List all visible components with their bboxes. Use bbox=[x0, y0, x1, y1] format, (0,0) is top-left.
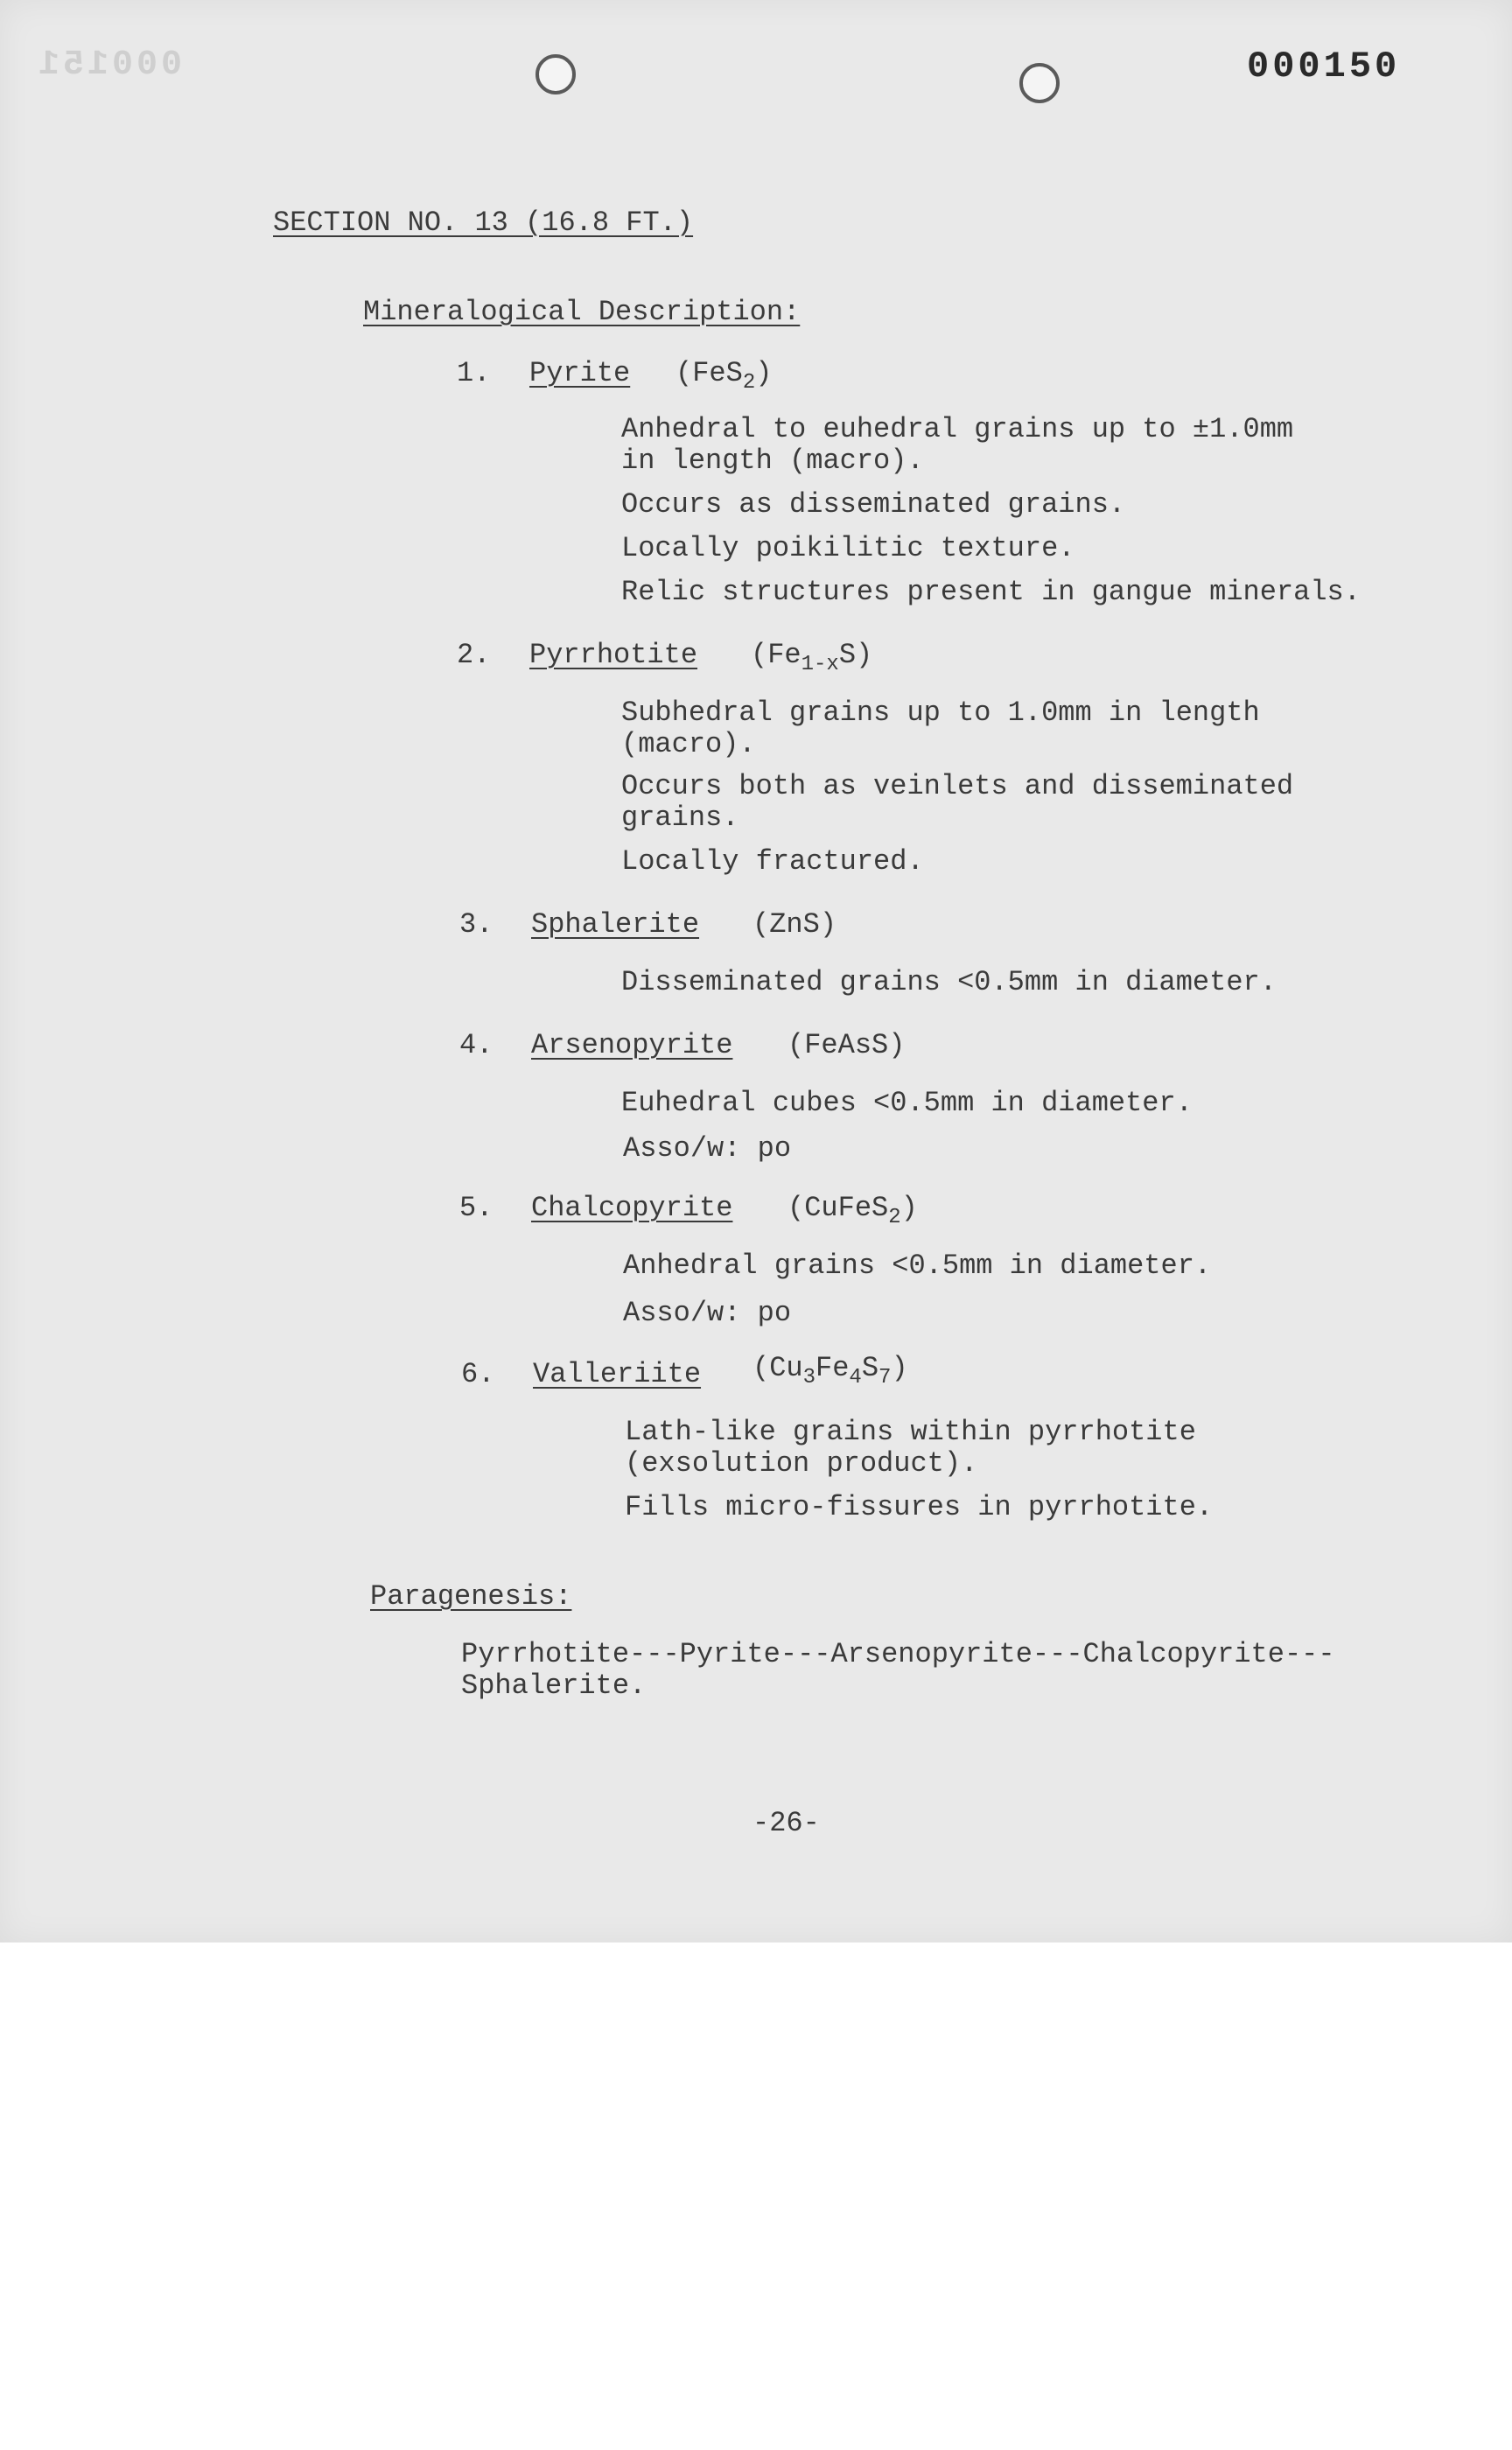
description-line: grains. bbox=[621, 802, 739, 834]
description-line: Occurs both as veinlets and disseminated bbox=[621, 770, 1294, 802]
paragenesis-line: Pyrrhotite---Pyrite---Arsenopyrite---Chalcopyrite--- bbox=[461, 1638, 1335, 1670]
punch-hole-icon bbox=[536, 54, 576, 94]
description-line: Lath-like grains within pyrrhotite bbox=[625, 1416, 1196, 1448]
description-line: Asso/w: po bbox=[623, 1132, 792, 1165]
document-stamp-number: 000150 bbox=[1247, 46, 1401, 88]
description-line: (exsolution product). bbox=[625, 1447, 978, 1480]
punch-hole-icon bbox=[1019, 63, 1060, 103]
description-line: Anhedral grains <0.5mm in diameter. bbox=[623, 1250, 1212, 1282]
mineral-number: 5. bbox=[459, 1192, 494, 1224]
mineral-number: 1. bbox=[457, 357, 491, 389]
description-line: Locally poikilitic texture. bbox=[621, 532, 1075, 564]
description-line: Subhedral grains up to 1.0mm in length bbox=[621, 696, 1260, 729]
page-number: -26- bbox=[752, 1807, 820, 1839]
mineral-number: 2. bbox=[457, 639, 491, 671]
mineral-formula: $(Fe_{1-x}S)$ bbox=[751, 639, 873, 676]
description-line: Asso/w: po bbox=[623, 1297, 792, 1329]
description-line: Locally fractured. bbox=[621, 845, 924, 878]
description-line: (macro). bbox=[621, 728, 756, 760]
mineral-name: Sphalerite bbox=[531, 908, 700, 941]
mineral-number: 3. bbox=[459, 908, 494, 941]
mineralogical-heading: Mineralogical Description: bbox=[363, 296, 801, 328]
mineral-number: 4. bbox=[459, 1029, 494, 1061]
paragenesis-line: Sphalerite. bbox=[461, 1670, 647, 1702]
paragenesis-heading: Paragenesis: bbox=[370, 1580, 572, 1613]
description-line: Euhedral cubes <0.5mm in diameter. bbox=[621, 1087, 1193, 1119]
mineral-name: Pyrite bbox=[529, 357, 631, 389]
mineral-name: Valleriite bbox=[533, 1358, 702, 1390]
mineral-formula: (ZnS) bbox=[752, 908, 837, 941]
mineral-formula: (FeS$_2$) bbox=[676, 357, 773, 395]
description-line: Fills micro-fissures in pyrrhotite. bbox=[625, 1491, 1214, 1523]
description-line: Relic structures present in gangue minerals. bbox=[621, 576, 1361, 608]
mineral-formula: (FeAsS) bbox=[788, 1029, 906, 1061]
mineral-name: Chalcopyrite bbox=[531, 1192, 733, 1224]
section-heading: SECTION NO. 13 (16.8 FT.) bbox=[273, 206, 694, 239]
description-line: in length (macro). bbox=[621, 444, 924, 477]
bleed-through-number: 000151 bbox=[35, 46, 183, 85]
description-line: Disseminated grains <0.5mm in diameter. bbox=[621, 966, 1277, 998]
description-line: Occurs as disseminated grains. bbox=[621, 488, 1126, 521]
mineral-formula: $(Cu_3Fe_4S_7)$ bbox=[752, 1352, 908, 1390]
mineral-name: Pyrrhotite bbox=[529, 639, 698, 671]
mineral-number: 6. bbox=[461, 1358, 495, 1390]
description-line: Anhedral to euhedral grains up to ±1.0mm bbox=[621, 413, 1294, 445]
mineral-name: Arsenopyrite bbox=[531, 1029, 733, 1061]
mineral-formula: (CuFeS$_2$) bbox=[788, 1192, 918, 1229]
